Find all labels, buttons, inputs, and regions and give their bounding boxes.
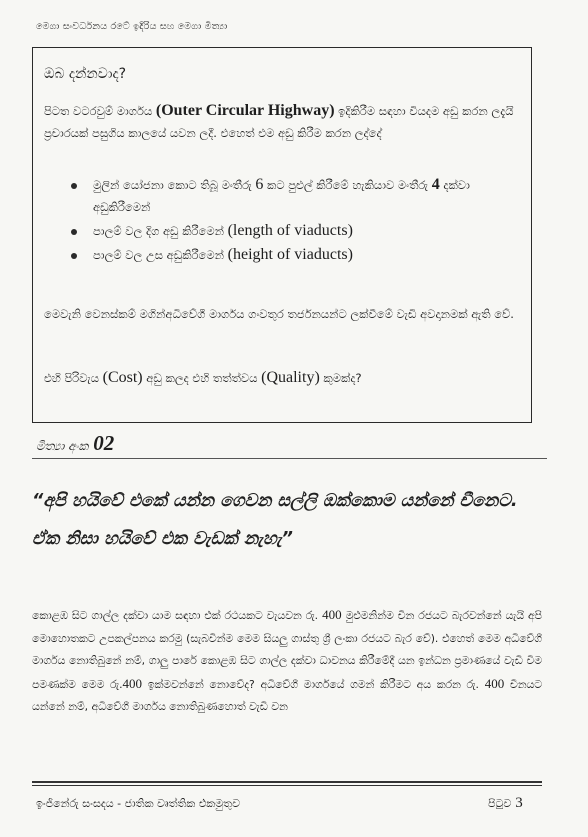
- list-item: [71, 220, 511, 242]
- page-label: පිටුව: [488, 797, 512, 810]
- bullet-icon: [71, 229, 77, 235]
- flood-risk-paragraph: මෙවැනි වෙනස්කම් මගින්අධිවේගී මාර්ගය ගංවතුර තර්ජනයන්ට ලක්වීමේ වැඩි අවදානමක් ඇති වේ.: [44, 307, 514, 321]
- list-item-english: (height of viaducts): [227, 246, 353, 263]
- list-item-text: මුලින් යෝජනා කොට තිබූ මංතීරු: [93, 178, 256, 192]
- box-heading: ඔබ දන්නවාද?: [44, 66, 127, 82]
- body-text-segment: ඉක්මවන්නේ නොවේද? අධිවේගී මාර්ගයේ ගමන් කිරීමට අය කරන රු.: [142, 677, 485, 691]
- question-text: කුමක්ද?: [319, 371, 362, 385]
- body-text-segment: චීනයට යන්නේ නම්, අධිවේගී මාර්ගය නොතිබුණහොත් වැඩි වන: [32, 677, 543, 713]
- list-item-text: පාලම් වල දිග අඩු කිරීමෙන්: [93, 224, 228, 238]
- question-cost-term: (Cost): [102, 369, 143, 386]
- running-header: මෙගා සංවර්ධනය රටේ ඉදිරිය සහ මෙගා මිත්‍යා: [36, 21, 228, 32]
- section-divider: [32, 458, 547, 459]
- question-text: එහි පිරිවැය: [44, 371, 103, 385]
- question-text: අඩු කලද එහි තත්ත්වය: [142, 371, 262, 385]
- intro-highway-name: (Outer Circular Highway): [155, 102, 335, 119]
- intro-text-pre: පිටත වටරවුම් මාර්ගය: [44, 104, 156, 118]
- list-item-text: පාලම් වල උස අඩුකිරීමෙන්: [93, 248, 228, 262]
- list-item-english: (length of viaducts): [227, 222, 353, 239]
- toll-amount: 400: [122, 675, 143, 691]
- lane-count-original: 6: [255, 176, 264, 193]
- reduction-list: [71, 174, 511, 268]
- did-you-know-box: [32, 47, 532, 423]
- cost-quality-question: [44, 367, 522, 389]
- question-quality-term: (Quality): [261, 369, 320, 386]
- page-number: [488, 795, 523, 812]
- body-text-segment: මුළුමනින්ම චීන රජයට බැරවන්නේ යැයි අපි මොහොතකට උපකල්පනය කරමු (සැබවින්ම මෙම සියලු ගාස්තු ශ්‍රී ලංකා රජයට බැර වේ). එහෙත් මෙම අධිවේගී මාර්ගය නොතිබුනේ නම්, ගාලු පාරේ කොළඹ සිට ගාල්ල දක්වා ධාවනය කිරීමේදී යන ඉන්ධන ප්‍රමාණයේ වැඩි වීම පමණක්ම මෙම රු.: [32, 609, 542, 691]
- toll-amount: 400: [484, 675, 505, 691]
- intro-text-post: ඉදිකිරීම සඳහා වියදම අඩු කරන ලදැයි ප්‍රචාරයක් පසුගිය කාලයේ යවන ලදී. එහෙත් එම අඩු කිරීම කරන ලද්දේ: [44, 104, 514, 140]
- bullet-icon: [71, 183, 77, 189]
- list-item: [71, 244, 511, 266]
- myth-quote: “අපි හයිවේ එකේ යන්න ගෙවන සල්ලි ඔක්කොම යන්නේ චීනෙට. ඒක නිසා හයිවේ එක වැඩක් නැහැ”: [32, 491, 518, 549]
- body-text-segment: කොළඹ සිට ගාල්ල දක්වා යාම සඳහා එක් රථයකට වැයවන රු.: [32, 609, 323, 622]
- toll-amount: 400: [322, 607, 342, 622]
- footer-divider: [32, 781, 542, 783]
- footer-divider-thin: [32, 785, 542, 786]
- myth-label-text: මිත්‍යා අංක: [36, 439, 89, 453]
- list-item-text: දක්වා අඩුකිරීමෙන්: [93, 178, 470, 214]
- list-item: [71, 174, 511, 218]
- page-number-value: 3: [515, 795, 523, 811]
- lane-count-reduced: 4: [431, 176, 440, 193]
- bullet-icon: [71, 253, 77, 259]
- myth-number: 02: [93, 431, 115, 455]
- box-intro-paragraph: [44, 100, 522, 144]
- myth-number-label: [36, 431, 114, 456]
- list-item-text: කට පුළුල් කිරීමේ හැකියාව මංතීරු: [263, 178, 432, 192]
- footer-organization: ඉංජිනේරු සංසදය - ජාතික වෘත්තික එකමුතුව: [36, 797, 240, 810]
- body-paragraph: [32, 604, 542, 719]
